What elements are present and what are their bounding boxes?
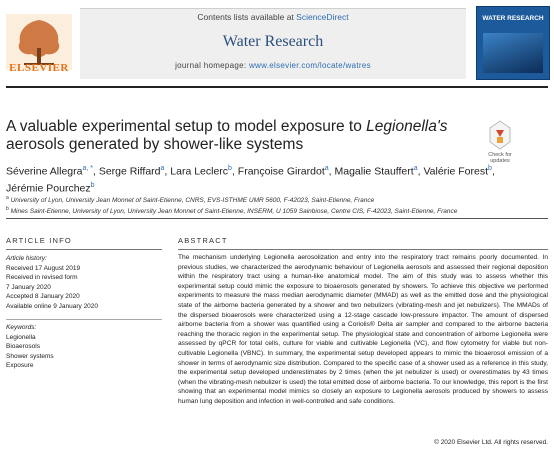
author-affiliation-mark: b <box>228 165 232 172</box>
author-affiliation-mark: b <box>488 165 492 172</box>
author-affiliation-mark: a, * <box>82 165 93 172</box>
keywords-rule <box>6 319 162 320</box>
abstract-text: The mechanism underlying Legionella aerosolization and entry into the respiratory tract remains poorly documented. In previous studies, we characterized the aerodynamic behaviour of Legionella aerosols and assessed their regional deposition within the respiratory tract using a human-like anatomical model. The aim of this study was to assess whether this experimental setup could mimic the exposure to bioaerosols generated by showers. To achieve this objective we performed experiments to measure the mass median aerodynamic diameter (MMAD) as well as the emitted dose and the physiological state of the airborne bacteria generated by a shower and two nebulizers (vibrating-mesh and jet nebulizers). The MMADs of the dispersed bioaerosols were characterized using a 12-stage cascade low-pressure impactor. The amount of dispersed airborne bacteria from a shower was quantified using a Coriolis® Delta air sampler and compared to the airborne bacteria reaching the thoracic region in the experimental setup. The physiological state and concentration of airborne Legionella were assessed by qPCR for total cells, culture for viable and cultivable Legionella (VC), and flow cytometry for viable but non-cultivable Legionella (VBNC). In summary, the experimental setup developed appears to mimic the bioaerosol emission of a shower in terms of aerodynamic size distribution. Compared to the specific case of a shower used as a reference in this study, the experimental setup developed underestimates by 2 times (when the jet nebulizer is used) or overestimates by 43 times (when the vibrating-mesh nebulizer is used) the total emitted dose of airborne bacteria. To our knowledge, this report is the first showing that an experimental model mimics so closely an exposure to Legionella aerosols produced by showers to assess human lung deposition and infection in well-controlled and safe conditions. <box>178 254 548 405</box>
keywords-label: Keywords: <box>6 324 37 331</box>
affiliations <box>6 194 546 216</box>
publisher-name: ELSEVIER <box>9 62 69 74</box>
affiliation-a: $^a$ University of Lyon, University Jean Monnet of Saint-Etienne, CNRS, EVS-ISTHME UMR 5600, F-42023, Saint-Etienne, France <box>6 195 375 205</box>
abstract-rule <box>178 249 548 250</box>
title-italic: Legionella's <box>366 118 448 135</box>
author-affiliation-mark: a <box>160 165 165 172</box>
history-item: Received 17 August 2019 <box>6 264 81 272</box>
author-name[interactable]: Magalie Stauffert <box>334 165 414 178</box>
article-history <box>6 254 162 312</box>
article-info-heading: ARTICLE INFO <box>6 236 72 245</box>
check-for-updates-label: Check for updates <box>488 152 512 164</box>
homepage-prefix: journal homepage: <box>175 61 249 70</box>
sciencedirect-link[interactable]: ScienceDirect <box>296 12 349 22</box>
title-part1: A valuable experimental setup to model exposure to <box>6 118 367 135</box>
title-part2: aerosols generated by shower-like systems <box>6 136 304 153</box>
cover-title: WATER RESEARCH <box>482 15 544 22</box>
copyright: © 2020 Elsevier Ltd. All rights reserved. <box>434 439 548 446</box>
author-affiliation-mark: a <box>324 165 329 172</box>
abstract-heading: ABSTRACT <box>178 236 228 245</box>
journal-name: Water Research <box>222 33 324 50</box>
homepage-line <box>80 61 466 70</box>
journal-cover-image <box>476 6 550 80</box>
article-info-rule <box>6 249 162 250</box>
author-name[interactable]: Lara Leclerc <box>170 165 229 178</box>
author-name[interactable]: Séverine Allegra <box>6 165 83 178</box>
author-name[interactable]: Jérémie Pourchez <box>6 182 91 194</box>
contents-line <box>80 12 466 22</box>
author-affiliation-mark: a <box>413 165 418 172</box>
keyword-item: Bioaerosols <box>6 343 40 351</box>
keyword-item: Exposure <box>6 362 34 370</box>
author-name[interactable]: Valérie Forest <box>423 165 489 178</box>
title-divider <box>6 218 548 219</box>
cover-art <box>483 33 543 73</box>
history-item: Available online 9 January 2020 <box>6 302 99 310</box>
keyword-item: Shower systems <box>6 352 54 360</box>
keywords <box>6 323 162 371</box>
history-item: Received in revised form <box>6 274 78 282</box>
header-divider <box>6 86 548 88</box>
check-for-updates-icon[interactable] <box>488 120 512 150</box>
author-list: Séverine Allegra$^{a, *}$, Serge Riffard$^a$, Lara Leclerc$^b$, Françoise Girardot$^a$, Magalie Stauffert$^a$, Valérie Forest$^b$, Jérémie Pourchez$^b$ <box>6 165 495 194</box>
author-name[interactable]: Françoise Girardot <box>237 165 325 178</box>
history-item: Accepted 8 January 2020 <box>6 293 80 301</box>
contents-prefix: Contents lists available at <box>197 12 297 22</box>
homepage-link[interactable]: www.elsevier.com/locate/watres <box>248 61 371 70</box>
history-label: Article history: <box>6 255 47 262</box>
author-name[interactable]: Serge Riffard <box>98 165 161 178</box>
history-item: 7 January 2020 <box>6 283 51 291</box>
keyword-item: Legionella <box>6 333 36 341</box>
article-title <box>6 118 476 154</box>
affiliation-b: $^b$ Mines Saint-Etienne, University of Lyon, University Jean Monnet of Saint-Etienne, INSERM, U 1059 Sainbiose, Centre CIS, F-42023, Saint-Etienne, France <box>6 206 458 216</box>
author-affiliation-mark: b <box>90 181 95 189</box>
